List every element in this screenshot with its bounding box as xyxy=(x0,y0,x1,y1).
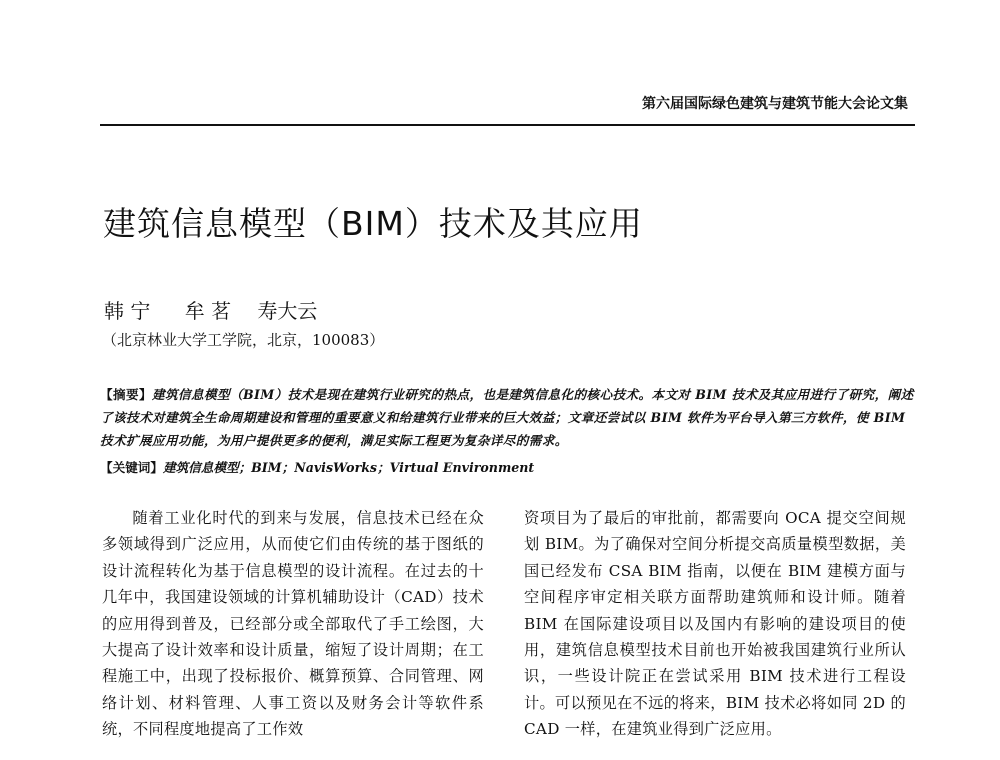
keywords xyxy=(100,457,920,476)
author-affiliation: （北京林业大学工学院，北京，100083） xyxy=(102,331,385,349)
author-list xyxy=(104,295,337,324)
abstract-text: 建筑信息模型（BIM）技术是现在建筑行业研究的热点，也是建筑信息化的核心技术。本文对 BIM 技术及其应用进行了研究，阐述了该技术对建筑全生命周期建设和管理的重要意义和给建筑行业带来的巨大效益；文章还尝试以 BIM 软件为平台导入第三方软件，使 BIM 技术扩展应用功能，为用户提供更多的便利，满足实际工程更为复杂详尽的需求。 xyxy=(100,387,914,448)
running-header: 第六届国际绿色建筑与建筑节能大会论文集 xyxy=(642,96,908,112)
author-name: 寿大云 xyxy=(257,299,318,323)
keywords-label: 【关键词】 xyxy=(100,460,163,475)
author-name: 牟 茗 xyxy=(184,299,232,323)
author-name: 韩 宁 xyxy=(104,299,151,323)
body-left-column xyxy=(102,505,484,755)
body-paragraph: 资项目为了最后的审批前，都需要向 OCA 提交空间规划 BIM。为了确保对空间分析提交高质量模型数据，美国已经发布 CSA BIM 指南，以便在 BIM 建模方面与空间程序审定相关联方面帮助建筑师和设计师。随着 BIM 在国际建设项目以及国内有影响的建设项目的使用，建筑信息模型技术目前也开始被我国建筑行业所认识，一些设计院正在尝试采用 BIM 技术进行工程设计。可以预见在不远的将来，BIM 技术必将如同 2D 的 CAD 一样，在建筑业得到广泛应用。 xyxy=(524,509,906,739)
body-paragraph: 随着工业化时代的到来与发展，信息技术已经在众多领域得到广泛应用，从而使它们由传统的基于图纸的设计流程转化为基于信息模型的设计流程。在过去的十几年中，我国建设领域的计算机辅助设计（CAD）技术的应用得到普及，已经部分或全部取代了手工绘图，大大提高了设计效率和设计质量，缩短了设计周期；在工程施工中，出现了投标报价、概算预算、合同管理、网络计划、材料管理、人事工资以及财务会计等软件系统，不同程度地提高了工作效 xyxy=(102,509,484,739)
keywords-text: 建筑信息模型；BIM；NavisWorks；Virtual Environment xyxy=(162,460,535,475)
header-rule xyxy=(100,124,915,126)
paper-title: 建筑信息模型（BIM）技术及其应用 xyxy=(103,204,643,243)
body-right-column xyxy=(524,505,906,755)
abstract-label: 【摘要】 xyxy=(100,387,152,402)
abstract xyxy=(100,383,922,452)
